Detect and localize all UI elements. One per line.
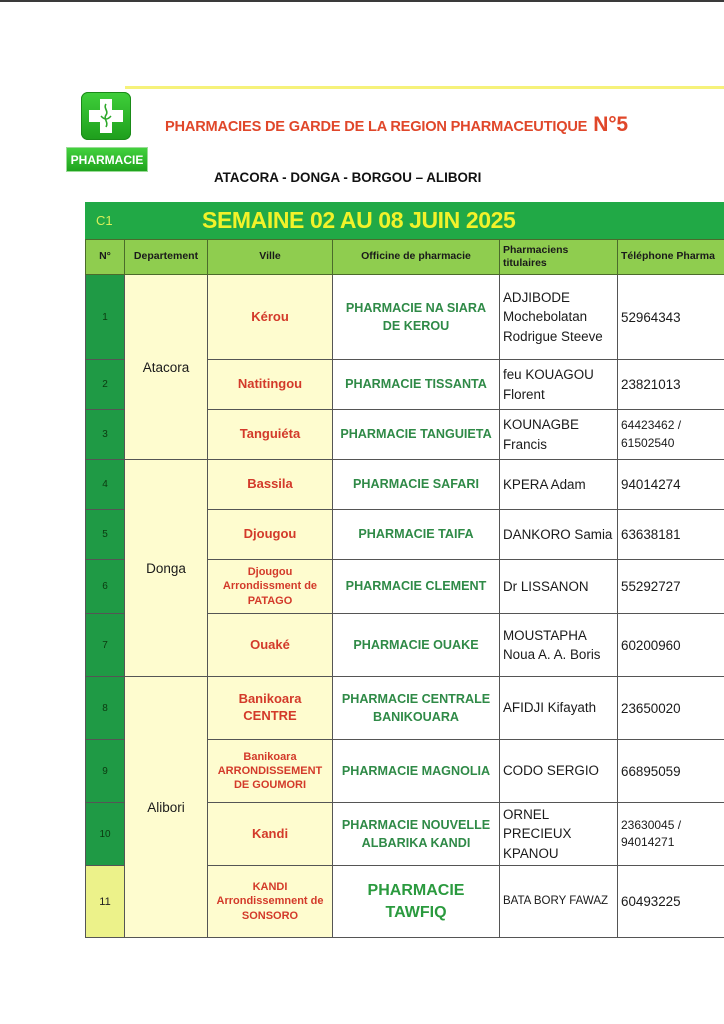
column-header-number: N° <box>86 240 125 275</box>
officine-cell: PHARMACIE NOUVELLE ALBARIKA KANDI <box>333 803 500 866</box>
column-header-departement: Departement <box>125 240 208 275</box>
telephone-cell: 63638181 <box>618 510 724 560</box>
table-row <box>86 460 724 510</box>
telephone-cell: 23821013 <box>618 360 724 410</box>
row-number: 7 <box>86 614 125 677</box>
officine-cell: PHARMACIE CENTRALE BANIKOUARA <box>333 677 500 740</box>
departement-cell: Atacora <box>125 275 208 460</box>
ville-cell: Ouaké <box>208 614 333 677</box>
row-number: 11 <box>86 866 125 938</box>
row-number: 4 <box>86 460 125 510</box>
officine-cell: PHARMACIE MAGNOLIA <box>333 740 500 803</box>
departement-cell: Alibori <box>125 677 208 938</box>
officine-cell: PHARMACIE TANGUIETA <box>333 410 500 460</box>
ville-cell: Djougou <box>208 510 333 560</box>
officine-cell: PHARMACIE CLEMENT <box>333 560 500 614</box>
row-number: 6 <box>86 560 125 614</box>
telephone-cell: 23630045 / 94014271 <box>618 803 724 866</box>
telephone-cell: 66895059 <box>618 740 724 803</box>
officine-cell: PHARMACIE TISSANTA <box>333 360 500 410</box>
titulaire-cell: KOUNAGBE Francis <box>500 410 618 460</box>
titulaire-cell: CODO SERGIO <box>500 740 618 803</box>
titulaire-cell: Dr LISSANON <box>500 560 618 614</box>
column-header-telephone: Téléphone Pharma <box>618 240 724 275</box>
column-header-officine: Officine de pharmacie <box>333 240 500 275</box>
header-divider <box>125 86 724 89</box>
row-number: 1 <box>86 275 125 360</box>
row-number: 3 <box>86 410 125 460</box>
telephone-cell: 94014274 <box>618 460 724 510</box>
title-text: PHARMACIES DE GARDE DE LA REGION PHARMACEUTIQUE <box>165 119 588 135</box>
table-row <box>86 677 724 740</box>
ville-cell: Natitingou <box>208 360 333 410</box>
officine-cell: PHARMACIE TAWFIQ <box>333 866 500 938</box>
ville-cell: Kérou <box>208 275 333 360</box>
column-header-titulaires: Pharmaciens titulaires <box>500 240 618 275</box>
week-banner <box>85 202 724 239</box>
table-row <box>86 275 724 360</box>
title-number: N°5 <box>593 113 628 136</box>
titulaire-cell: ORNEL PRECIEUX KPANOU <box>500 803 618 866</box>
officine-cell: PHARMACIE OUAKE <box>333 614 500 677</box>
titulaire-cell: ADJIBODE Mochebolatan Rodrigue Steeve <box>500 275 618 360</box>
ville-cell: KANDI Arrondissemnent de SONSORO <box>208 866 333 938</box>
titulaire-cell: BATA BORY FAWAZ <box>500 866 618 938</box>
regions-subtitle: ATACORA - DONGA - BORGOU – ALIBORI <box>214 170 482 185</box>
officine-cell: PHARMACIE TAIFA <box>333 510 500 560</box>
table-header-row <box>86 240 724 275</box>
row-number: 8 <box>86 677 125 740</box>
titulaire-cell: KPERA Adam <box>500 460 618 510</box>
pharmacy-cross-icon <box>81 92 131 140</box>
top-border <box>0 0 724 2</box>
officine-cell: PHARMACIE NA SIARA DE KEROU <box>333 275 500 360</box>
row-number: 10 <box>86 803 125 866</box>
row-number: 2 <box>86 360 125 410</box>
telephone-cell: 60493225 <box>618 866 724 938</box>
column-header-ville: Ville <box>208 240 333 275</box>
officine-cell: PHARMACIE SAFARI <box>333 460 500 510</box>
row-number: 9 <box>86 740 125 803</box>
telephone-cell: 23650020 <box>618 677 724 740</box>
titulaire-cell: DANKORO Samia <box>500 510 618 560</box>
ville-cell: Bassila <box>208 460 333 510</box>
departement-cell: Donga <box>125 460 208 677</box>
week-title: SEMAINE 02 AU 08 JUIN 2025 <box>202 207 516 233</box>
ville-cell: Banikoara ARRONDISSEMENT DE GOUMORI <box>208 740 333 803</box>
page-title <box>165 113 720 137</box>
ville-cell: Kandi <box>208 803 333 866</box>
titulaire-cell: feu KOUAGOU Florent <box>500 360 618 410</box>
telephone-cell: 64423462 / 61502540 <box>618 410 724 460</box>
pharmacie-logo-label: PHARMACIE <box>66 147 148 172</box>
cell-reference: C1 <box>96 213 113 228</box>
telephone-cell: 52964343 <box>618 275 724 360</box>
telephone-cell: 55292727 <box>618 560 724 614</box>
ville-cell: Djougou Arrondissment de PATAGO <box>208 560 333 614</box>
ville-cell: Tanguiéta <box>208 410 333 460</box>
titulaire-cell: AFIDJI Kifayath <box>500 677 618 740</box>
titulaire-cell: MOUSTAPHA Noua A. A. Boris <box>500 614 618 677</box>
ville-cell: Banikoara CENTRE <box>208 677 333 740</box>
telephone-cell: 60200960 <box>618 614 724 677</box>
pharmacy-table <box>85 239 724 938</box>
row-number: 5 <box>86 510 125 560</box>
